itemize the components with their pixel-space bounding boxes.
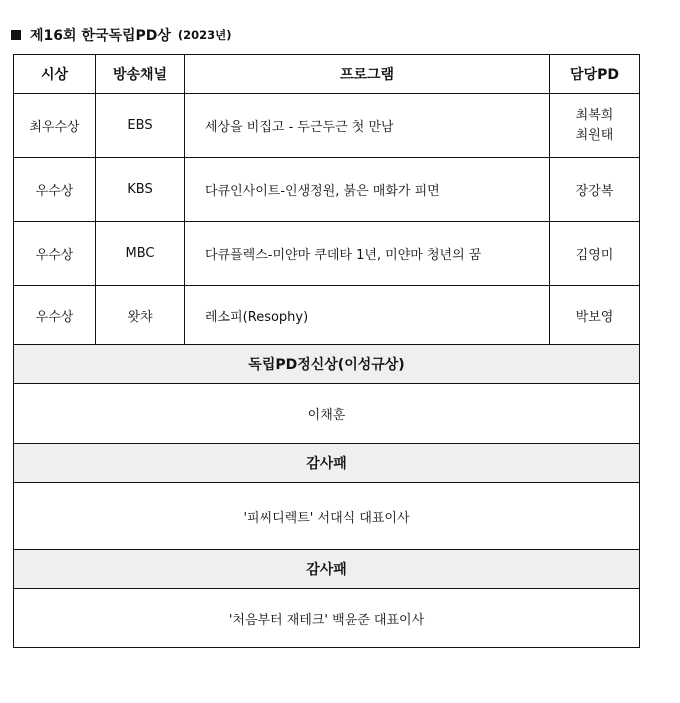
table-row bbox=[14, 94, 640, 158]
award-title: 제16회 한국독립PD상 bbox=[30, 28, 171, 44]
plaque-heading: 감사패 bbox=[14, 444, 640, 483]
channel-cell: 왓챠 bbox=[96, 286, 185, 345]
award-table bbox=[13, 54, 640, 648]
program-cell: 다큐인사이트-인생정원, 붉은 매화가 피면 bbox=[185, 158, 550, 222]
header-program: 프로그램 bbox=[185, 55, 550, 94]
section-heading-row bbox=[14, 550, 640, 589]
page-title bbox=[11, 24, 232, 46]
pd-cell: 박보영 bbox=[550, 286, 640, 345]
award-cell: 우수상 bbox=[14, 222, 96, 286]
pd-name: 최원태 bbox=[575, 127, 614, 143]
pd-cell: 김영미 bbox=[550, 222, 640, 286]
table-row bbox=[14, 222, 640, 286]
award-cell: 우수상 bbox=[14, 286, 96, 345]
table-row bbox=[14, 158, 640, 222]
header-pd: 담당PD bbox=[550, 55, 640, 94]
channel-cell: EBS bbox=[96, 94, 185, 158]
award-year: (2023년) bbox=[177, 28, 232, 42]
recipient-row bbox=[14, 589, 640, 648]
spirit-award-recipient: 이채훈 bbox=[14, 384, 640, 444]
recipient-row bbox=[14, 483, 640, 550]
section-heading-row bbox=[14, 444, 640, 483]
header-award: 시상 bbox=[14, 55, 96, 94]
pd-cell bbox=[550, 94, 640, 158]
channel-cell: MBC bbox=[96, 222, 185, 286]
spirit-award-heading: 독립PD정신상(이성규상) bbox=[14, 345, 640, 384]
recipient-row bbox=[14, 384, 640, 444]
plaque-heading: 감사패 bbox=[14, 550, 640, 589]
section-heading-row bbox=[14, 345, 640, 384]
channel-cell: KBS bbox=[96, 158, 185, 222]
program-cell: 레소피(Resophy) bbox=[185, 286, 550, 345]
square-bullet-icon bbox=[11, 30, 21, 40]
award-cell: 우수상 bbox=[14, 158, 96, 222]
award-cell: 최우수상 bbox=[14, 94, 96, 158]
pd-cell: 장강복 bbox=[550, 158, 640, 222]
header-channel: 방송채널 bbox=[96, 55, 185, 94]
program-cell: 다큐플렉스-미얀마 쿠데타 1년, 미얀마 청년의 꿈 bbox=[185, 222, 550, 286]
program-cell: 세상을 비집고 - 두근두근 첫 만남 bbox=[185, 94, 550, 158]
table-header-row bbox=[14, 55, 640, 94]
plaque-recipient: '피씨디렉트' 서대식 대표이사 bbox=[14, 483, 640, 550]
table-row bbox=[14, 286, 640, 345]
pd-name: 최복희 bbox=[575, 107, 614, 123]
plaque-recipient: '처음부터 재테크' 백윤준 대표이사 bbox=[14, 589, 640, 648]
